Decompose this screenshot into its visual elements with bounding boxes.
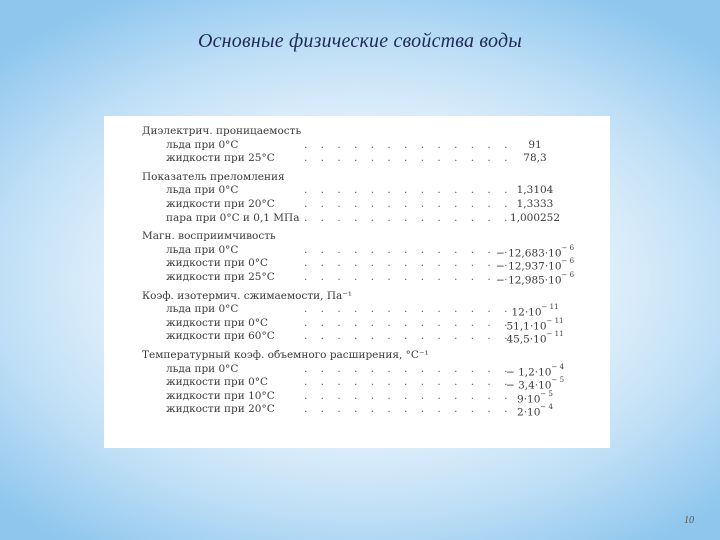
- value-exponent: − 4: [551, 362, 565, 371]
- row-label: льда при 0°С: [166, 303, 239, 316]
- value-mantissa: 91: [528, 138, 542, 151]
- row-value: [460, 270, 610, 288]
- row-label: льда при 0°С: [166, 138, 239, 151]
- table-row: [104, 316, 610, 333]
- value-mantissa: 1,000252: [509, 211, 561, 224]
- value-exponent: − 6: [561, 243, 575, 252]
- value-mantissa: 45,5·10: [506, 333, 547, 346]
- slide-title: Основные физические свойства воды: [197, 30, 523, 52]
- value-mantissa: 51,1·10: [506, 320, 547, 333]
- leader-dots: . . . . . . . . . . . . .: [304, 184, 513, 197]
- table-row: [104, 197, 610, 211]
- leader-dots: . . . . . . . . . . . . .: [304, 303, 513, 316]
- value-mantissa: − 12,683·10: [495, 247, 562, 260]
- value-mantissa: 1,3333: [516, 198, 554, 210]
- table-section-heading: Диэлектрич. проницаемость: [142, 125, 302, 137]
- value-mantissa: − 3,4·10: [505, 379, 552, 392]
- value-exponent: − 11: [541, 303, 559, 312]
- leader-dots: . . . . . . . . . . . . .: [304, 243, 513, 256]
- table-row: [104, 256, 610, 273]
- table-row: [104, 375, 610, 392]
- row-value: [460, 402, 610, 420]
- leader-dots: . . . . . . . . . . . . .: [304, 362, 513, 375]
- value-mantissa: 2·10: [517, 406, 541, 419]
- table-row: [104, 243, 610, 260]
- row-value: [460, 138, 610, 152]
- value-exponent: − 5: [540, 389, 553, 398]
- table-section-heading: Магн. восприимчивость: [142, 230, 276, 243]
- value-exponent: − 6: [561, 271, 575, 279]
- leader-dots: . . . . . . . . . . . . .: [304, 389, 513, 402]
- row-label: жидкости при 25°С: [166, 152, 275, 165]
- table-row: [104, 183, 610, 197]
- value-exponent: − 11: [546, 330, 564, 339]
- value-mantissa: 78,3: [523, 152, 547, 165]
- table-section-heading: Коэф. изотермич. сжимаемости, Па⁻¹: [142, 289, 352, 302]
- table-section-heading: Показатель преломления: [142, 170, 285, 183]
- row-label: жидкости при 60°С: [166, 330, 275, 343]
- row-value: [460, 151, 610, 165]
- table-section-heading: Температурный коэф. объемного расширения, °С⁻¹: [142, 349, 429, 361]
- leader-dots: . . . . . . . . . . . . .: [304, 330, 513, 343]
- leader-dots: . . . . . . . . . . . . .: [304, 376, 513, 389]
- table-row: [104, 402, 610, 419]
- value-exponent: − 5: [551, 376, 565, 385]
- row-value: [460, 197, 610, 211]
- table-row: [104, 389, 610, 406]
- leader-dots: . . . . . . . . . . . . .: [304, 403, 513, 416]
- leader-dots: . . . . . . . . . . . . .: [304, 316, 513, 329]
- row-label: жидкости при 10°С: [166, 389, 275, 402]
- row-label: льда при 0°С: [166, 243, 239, 256]
- table-row: [104, 329, 610, 346]
- leader-dots: . . . . . . . . . . . . .: [304, 152, 513, 165]
- table-row: [104, 211, 610, 225]
- row-label: жидкости при 25°С: [166, 271, 275, 283]
- row-label: льда при 0°С: [166, 184, 239, 197]
- page-number: 10: [684, 515, 694, 526]
- properties-table: [104, 116, 610, 448]
- leader-dots: . . . . . . . . . . . . .: [304, 198, 513, 210]
- value-mantissa: 1,3104: [516, 184, 554, 197]
- value-mantissa: − 12,985·10: [495, 274, 562, 287]
- row-label: жидкости при 0°С: [166, 316, 269, 329]
- leader-dots: . . . . . . . . . . . . .: [304, 257, 513, 270]
- row-value: [460, 183, 610, 197]
- value-exponent: − 6: [561, 257, 575, 266]
- value-mantissa: 12·10: [511, 306, 542, 319]
- value-exponent: − 4: [540, 403, 553, 412]
- table-row: [104, 151, 610, 165]
- row-value: [460, 329, 610, 347]
- table-row: [104, 138, 610, 152]
- value-mantissa: − 12,937·10: [495, 260, 562, 273]
- row-label: жидкости при 20°С: [166, 403, 275, 416]
- row-label: жидкости при 0°С: [166, 376, 269, 389]
- row-label: пара при 0°С и 0,1 МПа: [166, 211, 300, 224]
- table-row: [104, 362, 610, 379]
- row-label: льда при 0°С: [166, 362, 239, 375]
- row-value: [460, 211, 610, 225]
- leader-dots: . . . . . . . . . . . . .: [304, 271, 513, 283]
- table-row: [104, 302, 610, 319]
- table-row: [104, 270, 610, 287]
- value-mantissa: − 1,2·10: [505, 366, 552, 379]
- leader-dots: . . . . . . . . . . . . .: [304, 138, 513, 151]
- row-label: жидкости при 0°С: [166, 257, 269, 270]
- value-mantissa: 9·10: [517, 393, 541, 406]
- value-exponent: − 11: [546, 316, 564, 325]
- row-label: жидкости при 20°С: [166, 198, 275, 210]
- leader-dots: . . . . . . . . . . . . .: [304, 211, 513, 224]
